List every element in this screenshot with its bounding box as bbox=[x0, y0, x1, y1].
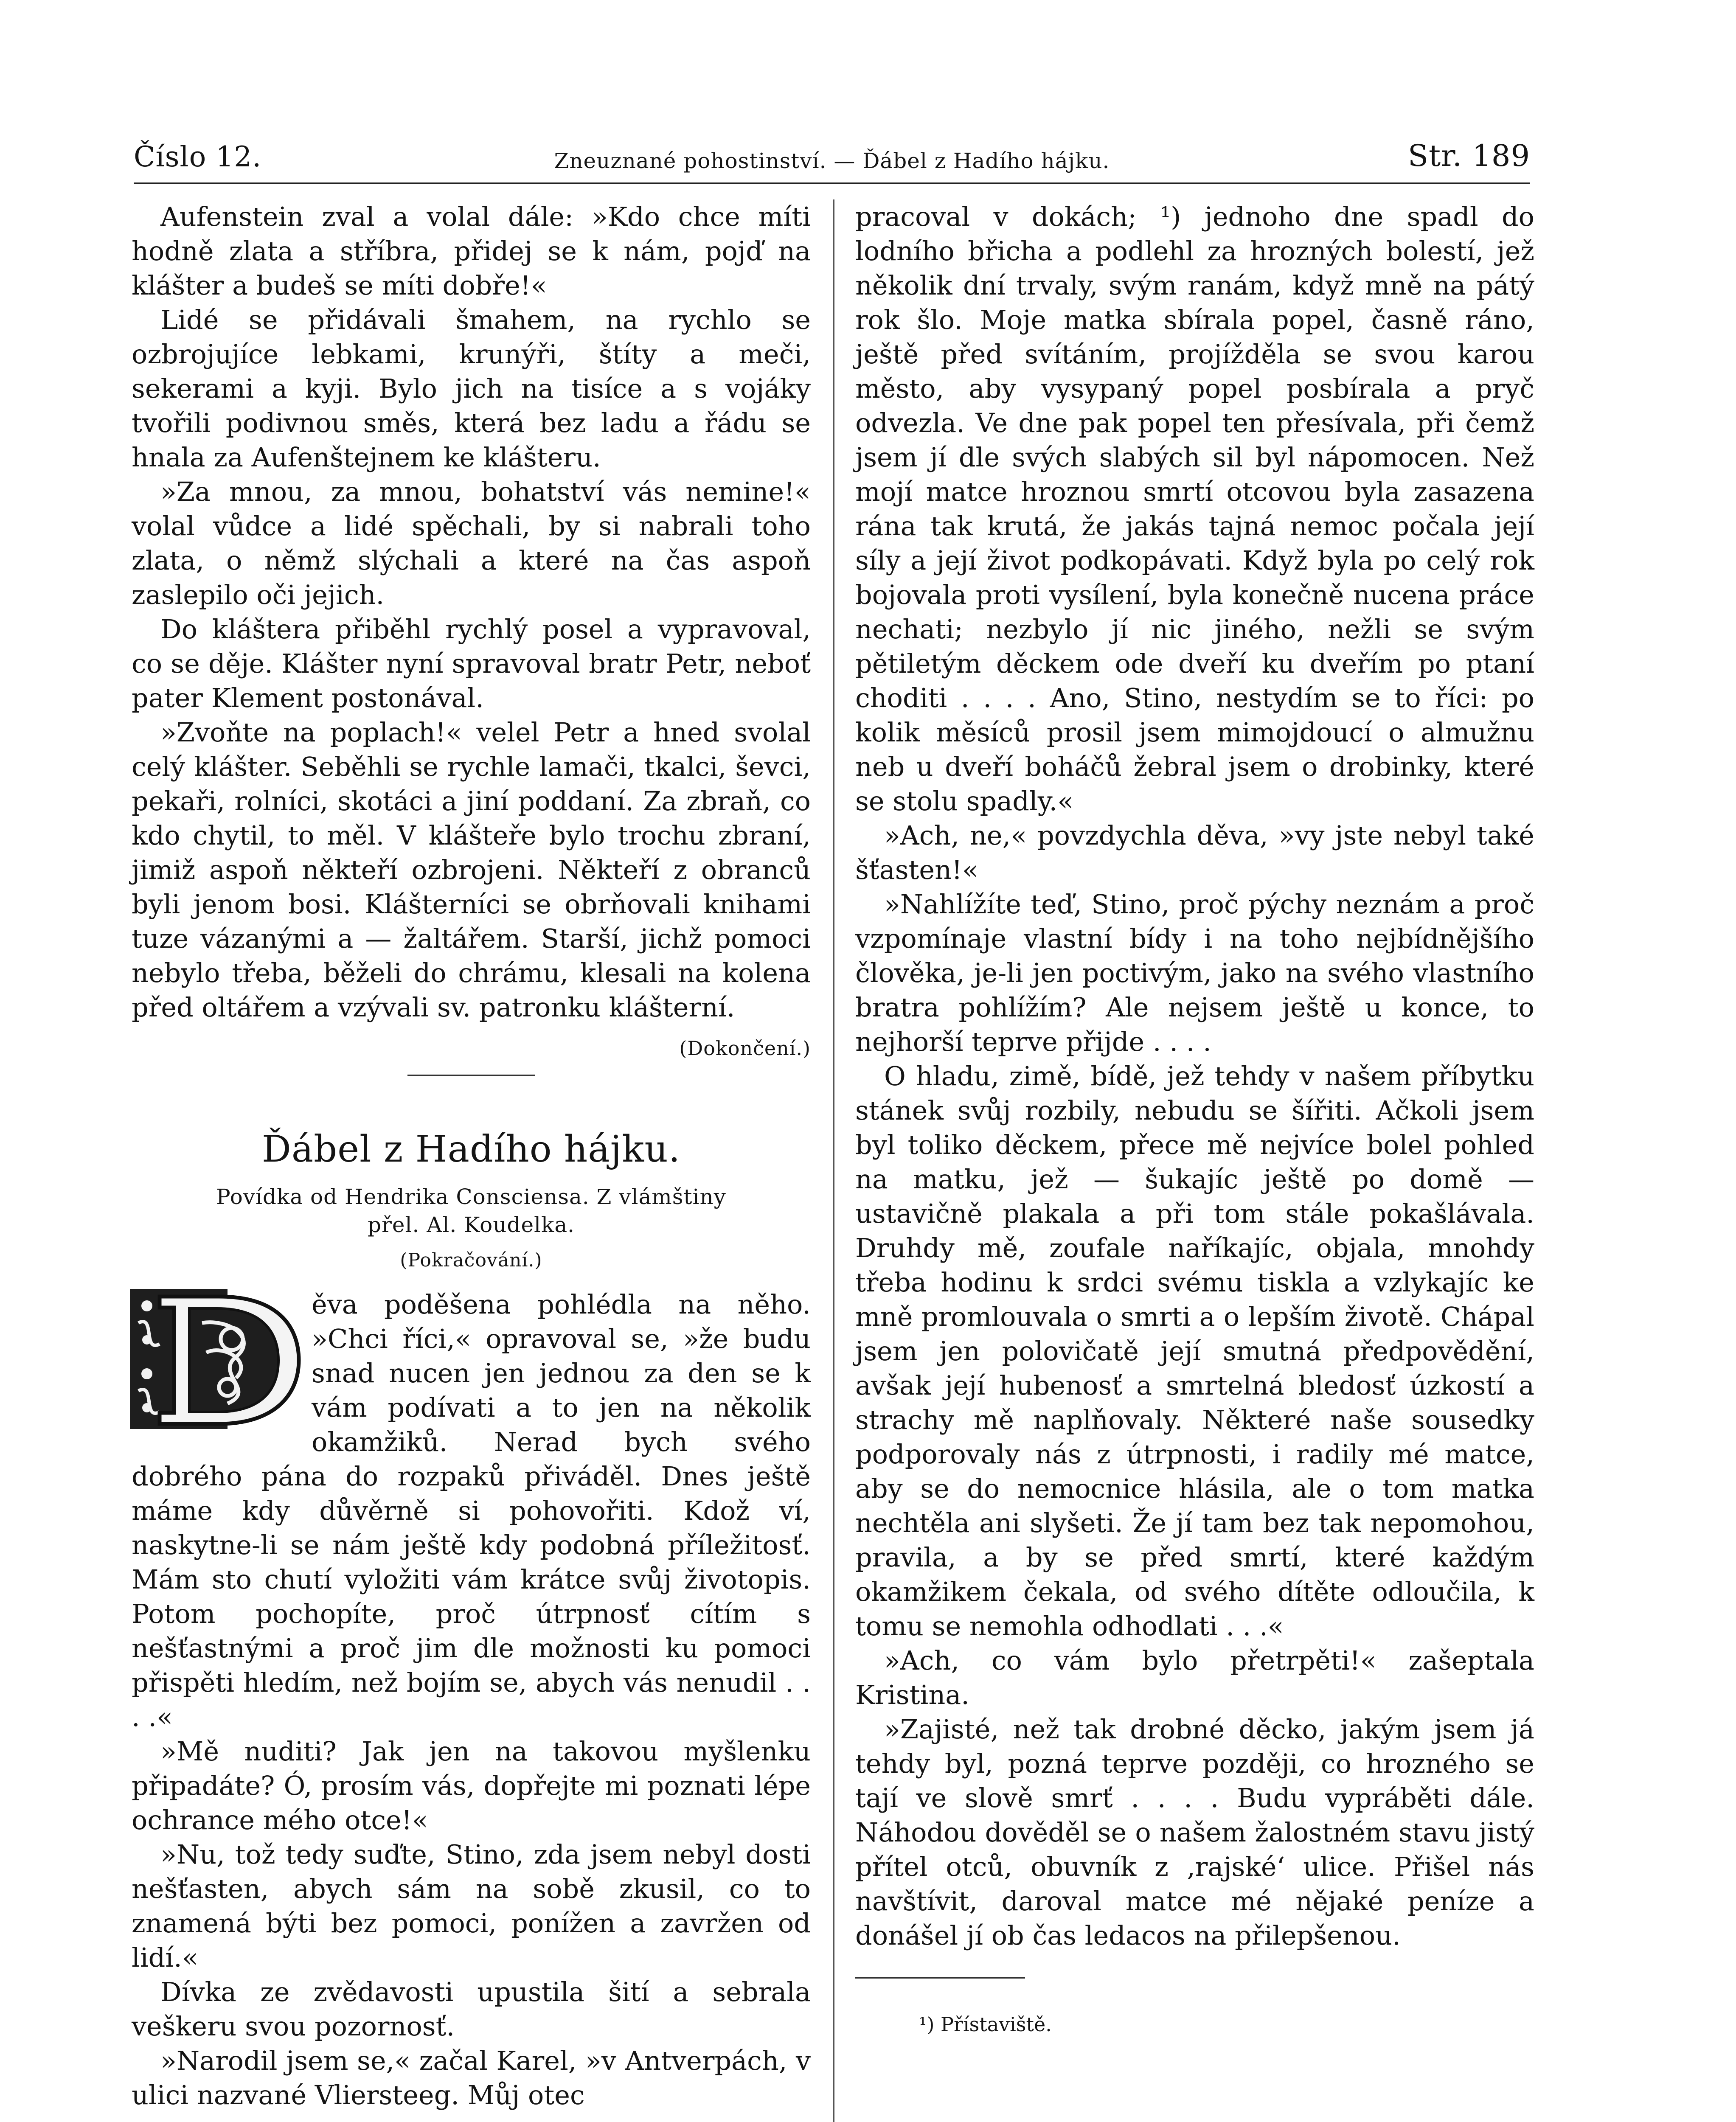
story-subtitle: Povídka od Hendrika Consciensa. Z vlámštiny bbox=[216, 1185, 726, 1209]
paragraph: pracoval v dokách; ¹) jednoho dne spadl do lodního břicha a podlehl za hrozných bolestí, jež několik dní trvaly, svým ranám, když mně na pátý rok šlo. Moje matka sbírala popel, časně ráno, ještě před svítáním, projížděla se svou karou město, aby vysypaný popel posbírala a pryč odvezla. Ve dne pak popel ten přesívala, při čemž jsem jí dle svých slabých sil byl nápomocen. Než mojí matce hroznou smrtí otcovou byla zasazena rána tak krutá, že jakás tajná nemoc počala její síly a její život podkopávati. Když byla po celý rok bojovala proti vysílení, byla konečně nucena práce nechati; nezbylo jí nic jiného, nežli se svým pětiletým děckem ode dveří ku dveřím po ptaní choditi . . . . Ano, Stino, nestydím se to říci: po kolik měsíců prosil jsem mimojdoucí o almužnu neb u dveří boháčů žebral jsem o drobinky, které se stolu spadly.« bbox=[855, 201, 1534, 817]
section-divider bbox=[407, 1075, 535, 1076]
paragraph: Dívka ze zvědavosti upustila šití a sebrala veškeru svou pozornosť. bbox=[132, 1976, 811, 2042]
dokonceni-note: (Dokončení.) bbox=[679, 1037, 811, 1060]
issue-number: Číslo 12. bbox=[134, 140, 262, 173]
paragraph: »Mě nuditi? Jak jen na takovou myšlenku připadáte? Ó, prosím vás, dopřejte mi poznati lépe ochrance mého otce!« bbox=[132, 1736, 811, 1836]
paragraph: »Ach, co vám bylo přetrpěti!« zašeptala Kristina. bbox=[855, 1645, 1534, 1710]
page-number: Str. 189 bbox=[1408, 138, 1530, 173]
right-column bbox=[855, 199, 1534, 2037]
page-header bbox=[134, 127, 1530, 184]
paragraph: O hladu, zimě, bídě, jež tehdy v našem příbytku stánek svůj rozbily, nebudu se šířiti. Ačkoli jsem byl toliko děckem, přece mě nejvíce bolel pohled na matku, jež — šukajíc ještě po domě — ustavičně plakala a při tom stále pokašlávala. Druhdy mě, zoufale naříkajíc, objala, mnohdy třeba hodinu k srdci svému tiskla a vzlykajíc ke mně promlouvala o smrti a o lepším životě. Chápal jsem jen polovičatě její smutná předpovědění, avšak její hubenosť a smrtelná bledosť úzkostí a strachy mě naplňovaly. Některé naše sousedky podporovaly nás z útrpnosti, i radily mé matce, aby se do nemocnice hlásila, ale o tom matka nechtěla ani slyšeti. Že jí tam bez tak nepomohou, pravila, a by se před smrtí, které každým okamžikem čekala, od svého dítěte odloučila, k tomu se nemohla odhodlati . . .« bbox=[855, 1061, 1534, 1642]
story-translator: přel. Al. Koudelka. bbox=[367, 1213, 575, 1237]
paragraph: Do kláštera přiběhl rychlý posel a vypravoval, co se děje. Klášter nyní spravoval bratr Petr, neboť pater Klement postonával. bbox=[132, 614, 811, 713]
running-title: Zneuznané pohostinství. — Ďábel z Hadího hájku. bbox=[554, 149, 1110, 173]
paragraph: »Zajisté, než tak drobné děcko, jakým jsem já tehdy byl, pozná teprve později, co hrozného se tají ve slově smrť . . . . Budu vypráběti dále. Náhodou dověděl se o našem žalostném stavu jistý přítel otců, obuvník z ‚rajské‘ ulice. Přišel nás navštívit, daroval matce mé nějaké peníze a donášel jí ob čas ledacos na přilepšenou. bbox=[855, 1714, 1534, 1951]
ornamental-initial bbox=[130, 1289, 301, 1432]
paragraph: »Zvoňte na poplach!« velel Petr a hned svolal celý klášter. Seběhli se rychle lamači, tkalci, ševci, pekaři, rolníci, skotáci a jiní poddaní. Za zbraň, co kdo chytil, to měl. V klášteře bylo trochu zbraní, jimiž aspoň někteří ozbrojeni. Někteří z obranců byli jenom bosi. Klášterníci se obrňovali knihami tuze vázanými a — žaltářem. Starší, jichž pomoci nebylo třeba, běželi do chrámu, klesali na kolena před oltářem a vzývali sv. patronku klášterní. bbox=[132, 717, 811, 1023]
left-column bbox=[132, 199, 811, 2112]
paragraph: Lidé se přidávali šmahem, na rychlo se ozbrojujíce lebkami, krunýři, štíty a meči, sekerami a kyji. Bylo jich na tisíce a s vojáky tvořili podivnou směs, která bez ladu a řádu se hnala za Aufenštejnem ke klášteru. bbox=[132, 304, 811, 473]
paragraph: »Ach, ne,« povzdychla děva, »vy jste nebyl také šťasten!« bbox=[855, 820, 1534, 885]
column-divider bbox=[833, 199, 834, 2122]
footnote-divider bbox=[855, 1977, 1025, 1979]
story-title: Ďábel z Hadího hájku. bbox=[261, 1128, 681, 1170]
footnote: ¹) Přístaviště. bbox=[919, 2013, 1052, 2036]
story-continuation: (Pokračování.) bbox=[400, 1249, 542, 1271]
paragraph: »Nahlížíte teď, Stino, proč pýchy neznám a proč vzpomínaje vlastní bídy i na toho nejbídnějšího člověka, je-li jen poctivým, jako na svého vlastního bratra pohlížím? Ale nejsem ještě u konce, to nejhorší teprve přijde . . . . bbox=[855, 889, 1534, 1057]
story-first-paragraph: ěva poděšena pohlédla na něho. »Chci říci,« opravoval se, »že budu snad nucen jen jednou za den se k vám podívati a to jen na několik okamžiků. Nerad bych svého dobrého pána do rozpaků přiváděl. Dnes ještě máme kdy důvěrně si pohovořiti. Kdož ví, naskytne-li se nám ještě kdy podobná příležitosť. Mám sto chutí vyložiti vám krátce svůj životopis. Potom pochopíte, proč útrpnosť cítím s nešťastnými a proč jim dle možnosti ku pomoci přispěti hledím, než bojím se, abych vás nenudil . . . .« bbox=[132, 1289, 811, 1732]
paragraph: »Nu, tož tedy suďte, Stino, zda jsem nebyl dosti nešťasten, abych sám na sobě zkusil, co to znamená býti bez pomoci, ponížen a zavržen od lidí.« bbox=[132, 1839, 811, 1973]
paragraph: »Za mnou, za mnou, bohatství vás nemine!« volal vůdce a lidé spěchali, by si nabrali toho zlata, o němž slýchali a které na čas aspoň zaslepilo oči jejich. bbox=[132, 476, 811, 610]
paragraph: »Narodil jsem se,« začal Karel, »v Antverpách, v ulici nazvané Vliersteeg. Můj otec bbox=[132, 2045, 811, 2111]
paragraph: Aufenstein zval a volal dále: »Kdo chce míti hodně zlata a stříbra, přidej se k nám, pojď na klášter a budeš se míti dobře!« bbox=[132, 201, 811, 301]
